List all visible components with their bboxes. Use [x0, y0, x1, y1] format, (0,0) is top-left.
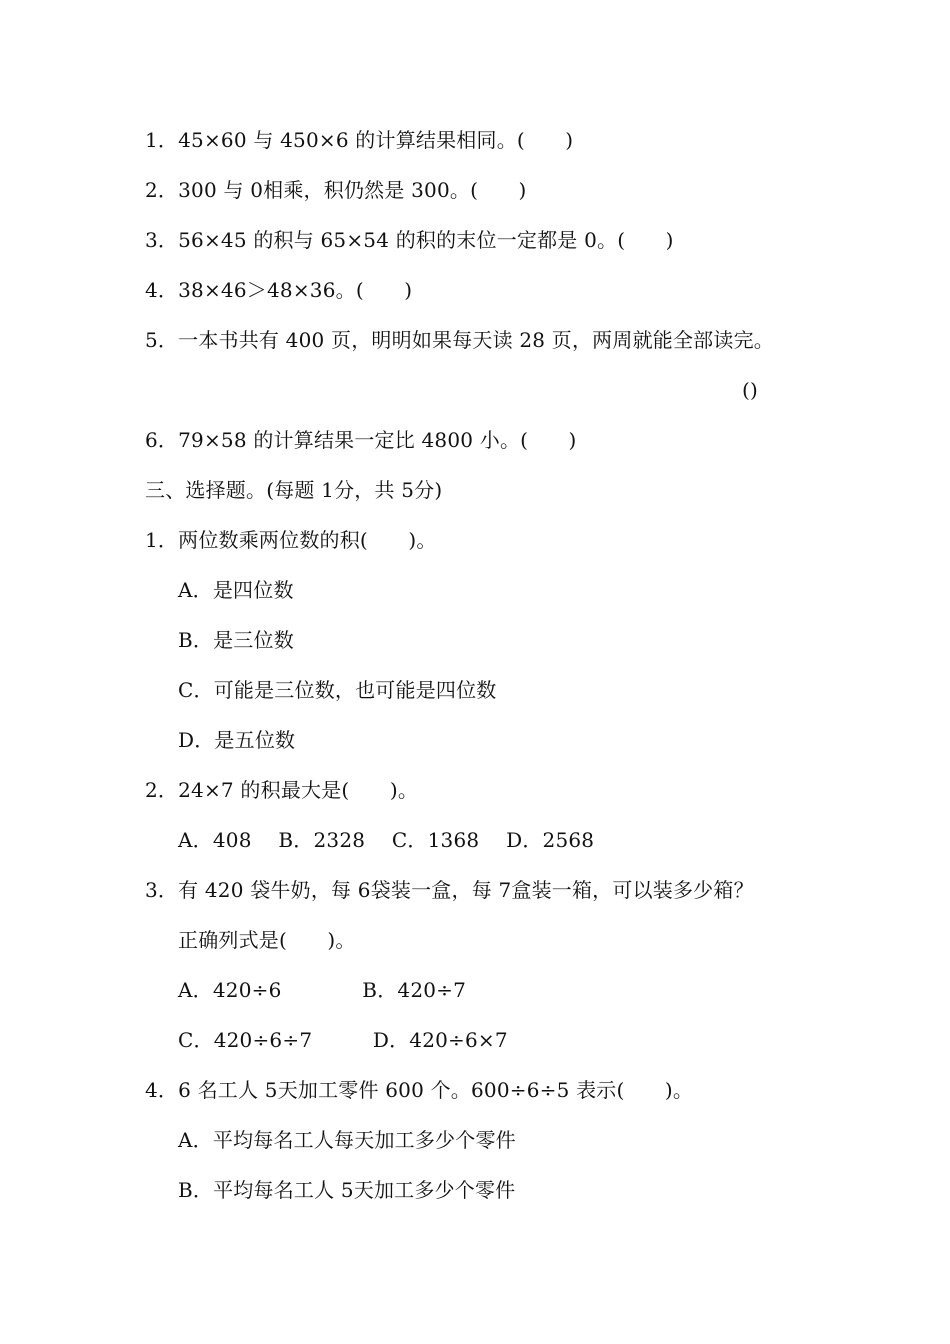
- judge-item-2: 2．300 与 0相乘，积仍然是 300。( ): [145, 178, 527, 202]
- question-1-option-b: B．是三位数: [178, 628, 294, 652]
- judge-item-6: 6．79×58 的计算结果一定比 4800 小。( ): [145, 428, 577, 452]
- question-4-option-a: A．平均每名工人每天加工多少个零件: [178, 1128, 516, 1152]
- question-3-stem: 3．有 420 袋牛奶，每 6袋装一盒，每 7盒装一箱，可以装多少箱？: [145, 878, 754, 902]
- question-4-stem: 4．6 名工人 5天加工零件 600 个。600÷6÷5 表示( )。: [145, 1078, 694, 1102]
- judge-item-3: 3．56×45 的积与 65×54 的积的末位一定都是 0。( ): [145, 228, 674, 252]
- judge-item-5: 5．一本书共有 400 页，明明如果每天读 28 页，两周就能全部读完。: [145, 328, 774, 352]
- judge-item-1: 1．45×60 与 450×6 的计算结果相同。( ): [145, 128, 574, 152]
- question-1-option-d: D．是五位数: [178, 728, 296, 752]
- question-1-stem: 1．两位数乘两位数的积( )。: [145, 528, 437, 552]
- judge-item-4: 4．38×46＞48×36。( ): [145, 278, 413, 302]
- section-heading: 三、选择题。(每题 1分，共 5分): [145, 478, 443, 502]
- question-3-stem-continued: 正确列式是( )。: [178, 928, 356, 952]
- judge-item-5-answer-paren: (): [742, 378, 759, 402]
- question-2-stem: 2．24×7 的积最大是( )。: [145, 778, 419, 802]
- question-1-option-a: A．是四位数: [178, 578, 294, 602]
- question-1-option-c: C．可能是三位数，也可能是四位数: [178, 678, 497, 702]
- question-2-options: A．408 B．2328 C．1368 D．2568: [178, 828, 595, 852]
- question-3-options-row-1: A．420÷6 B．420÷7: [178, 978, 467, 1002]
- question-3-options-row-2: C．420÷6÷7 D．420÷6×7: [178, 1028, 508, 1052]
- question-4-option-b: B．平均每名工人 5天加工多少个零件: [178, 1178, 516, 1202]
